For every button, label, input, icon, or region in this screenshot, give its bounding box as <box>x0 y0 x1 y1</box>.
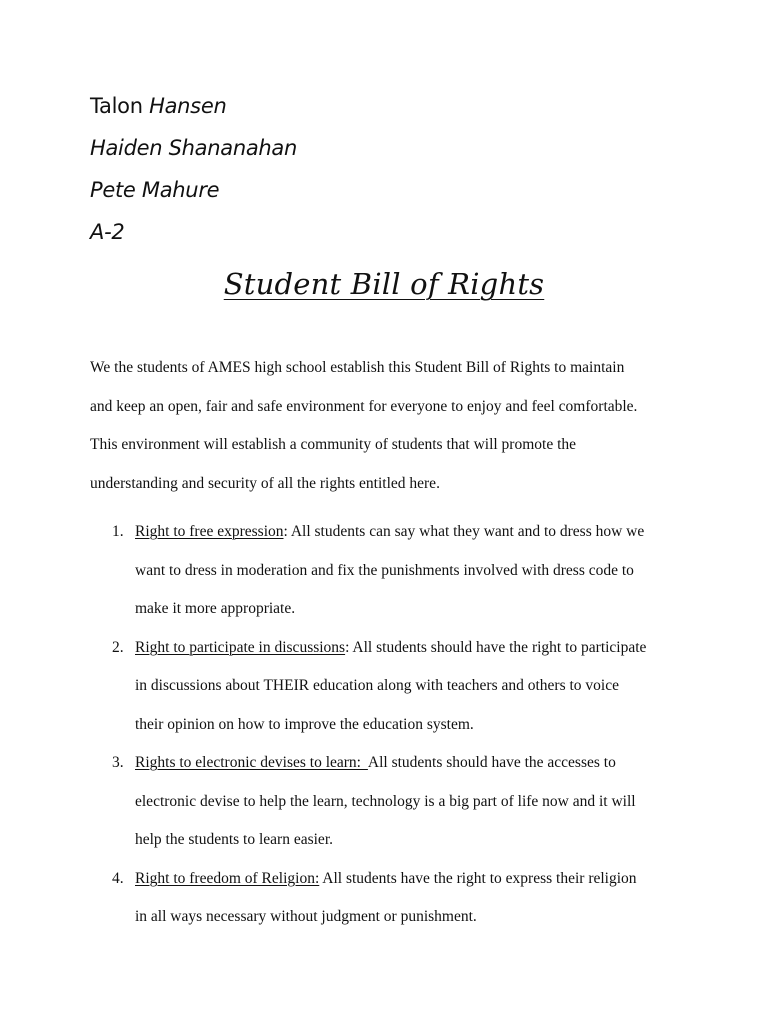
document-title-text: Student Bill of Rights <box>223 267 545 301</box>
right-text: All students should have the accesses to <box>367 754 616 771</box>
intro-line: We the students of AMES high school establish this Student Bill of Rights to maintain <box>90 359 625 376</box>
right-item <box>90 629 710 745</box>
right-line: in discussions about THEIR education along with teachers and others to voice <box>135 677 619 694</box>
intro-line: This environment will establish a community of students that will promote the <box>90 436 577 453</box>
right-first-line <box>135 744 710 783</box>
document-title <box>0 263 768 305</box>
author-block <box>90 88 590 256</box>
right-number: 1. <box>112 523 124 540</box>
rights-list <box>90 513 710 937</box>
right-heading: Rights to electronic devises to learn: <box>135 754 368 771</box>
author-name-1 <box>90 88 590 130</box>
right-number: 4. <box>112 869 124 887</box>
right-number: 3. <box>112 754 124 771</box>
right-line: in all ways necessary without judgment or punishment. <box>135 908 477 925</box>
right-line: make it more appropriate. <box>135 600 296 617</box>
right-heading: Right to participate in discussions <box>135 638 346 656</box>
right-heading: Right to freedom of Religion: <box>135 869 320 887</box>
right-line: want to dress in moderation and fix the punishments involved with dress code to <box>135 561 634 579</box>
right-text: All students have the right to express their religion <box>319 869 637 887</box>
right-text: : All students can say what they want and to dress how we <box>283 523 645 540</box>
author-first-name: Talon <box>90 94 143 118</box>
right-text: : All students should have the right to participate <box>345 638 647 656</box>
author-last-name: Hansen <box>149 94 227 118</box>
right-number: 2. <box>112 638 124 656</box>
author-name-2: Haiden Shananahan <box>90 136 297 160</box>
intro-line: and keep an open, fair and safe environment for everyone to enjoy and feel comfortable. <box>90 397 638 415</box>
right-line: their opinion on how to improve the education system. <box>135 715 474 733</box>
right-item <box>90 860 710 937</box>
right-heading: Right to free expression <box>135 523 284 540</box>
class-period: A-2 <box>90 220 125 244</box>
author-name-3: Pete Mahure <box>90 178 220 202</box>
right-first-line <box>135 513 710 552</box>
intro-line: understanding and security of all the rights entitled here. <box>90 474 440 492</box>
right-first-line <box>135 860 710 899</box>
right-first-line <box>135 629 710 668</box>
right-item <box>90 744 710 860</box>
intro-paragraph <box>90 349 690 503</box>
right-line: electronic devise to help the learn, technology is a big part of life now and it will <box>135 792 636 810</box>
right-item <box>90 513 710 629</box>
right-line: help the students to learn easier. <box>135 831 333 848</box>
